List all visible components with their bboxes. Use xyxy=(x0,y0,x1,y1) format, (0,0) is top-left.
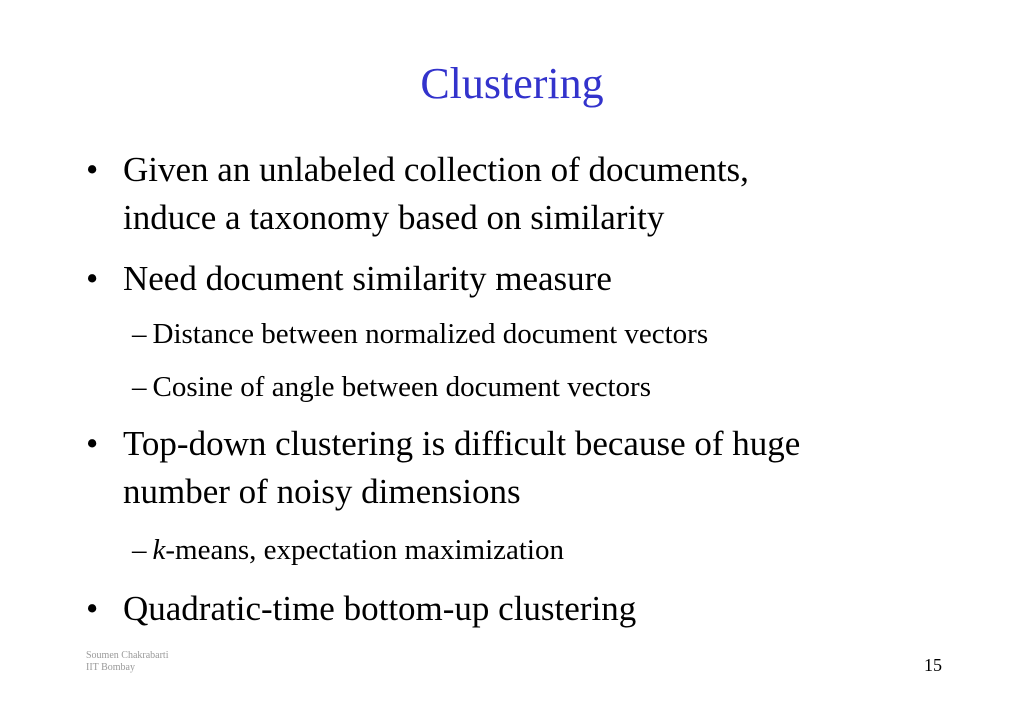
footer-author-name: Soumen Chakrabarti xyxy=(86,650,169,661)
bullet-line: Top-down clustering is difficult because of huge xyxy=(123,424,801,463)
dash-marker: – xyxy=(132,534,147,566)
bullet-line: Quadratic-time bottom-up clustering xyxy=(123,589,637,628)
dash-marker: – xyxy=(132,371,147,403)
sub-bullet-text: Distance between normalized document vectors xyxy=(152,318,709,350)
dash-marker: – xyxy=(132,318,147,350)
footer-credit xyxy=(86,650,168,674)
sub-bullet-item xyxy=(132,314,708,354)
footer-institution: IIT Bombay xyxy=(86,662,135,673)
sub-bullet-italic: k xyxy=(152,534,166,566)
bullet-marker: • xyxy=(86,424,99,463)
bullet-line: induce a taxonomy based on similarity xyxy=(123,198,665,237)
bullet-line: number of noisy dimensions xyxy=(123,472,521,511)
bullet-text xyxy=(123,255,612,303)
page-number: 15 xyxy=(924,655,942,675)
bullet-marker: • xyxy=(86,589,99,628)
bullet-text xyxy=(123,420,800,516)
bullet-marker: • xyxy=(86,259,99,298)
sub-bullet-item xyxy=(132,367,651,407)
bullet-text xyxy=(123,146,749,242)
bullet-marker: • xyxy=(86,150,99,189)
sub-bullet-text: Cosine of angle between document vectors xyxy=(152,371,651,403)
bullet-line: Given an unlabeled collection of documents, xyxy=(123,150,749,189)
slide-title: Clustering xyxy=(420,59,604,108)
bullet-text xyxy=(123,585,636,633)
bullet-line: Need document similarity measure xyxy=(123,259,612,298)
sub-bullet-text: -means, expectation maximization xyxy=(165,534,564,566)
sub-bullet-item xyxy=(132,530,564,570)
